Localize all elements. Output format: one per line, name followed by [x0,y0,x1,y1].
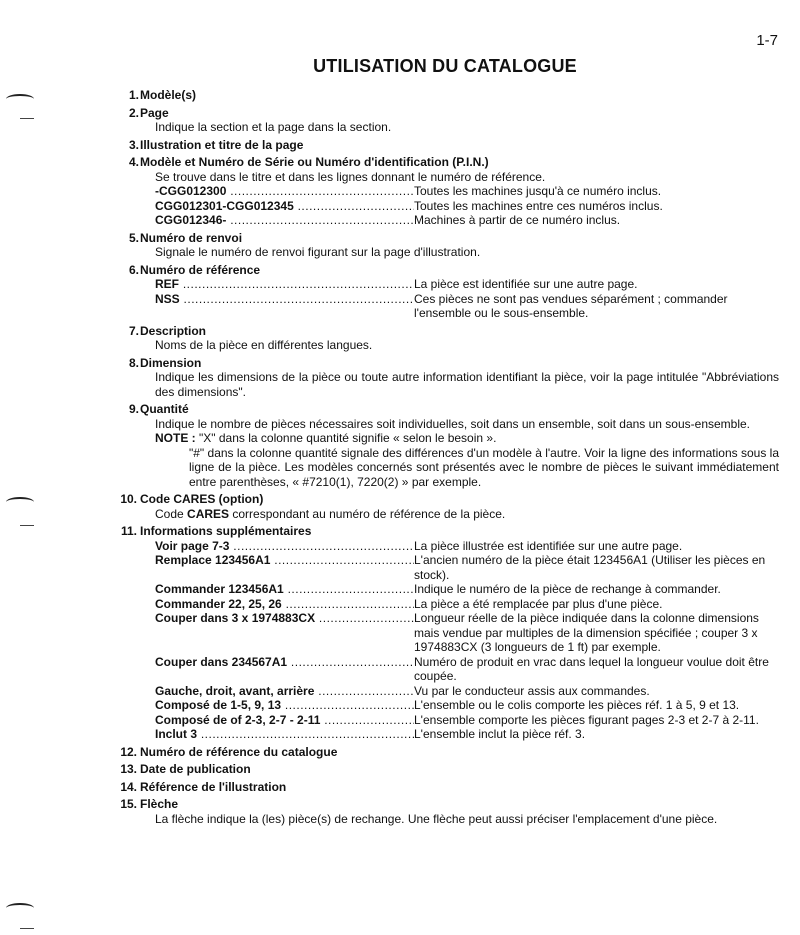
definition-term: Commander 22, 25, 26 ..... [155,597,414,612]
note-label: NOTE : [155,431,196,445]
item-heading: Numéro de renvoi [140,230,243,245]
definition-row [140,277,779,292]
definition-value: La pièce a été remplacée par plus d'une pièce. [414,596,663,611]
item-description: La flèche indique la (les) pièce(s) de rechange. Une flèche peut aussi préciser l'emplacement d'une pièce. [155,811,718,826]
list-item: 5. Numéro de renvoi Signale le numéro de renvoi figurant sur la page d'illustration. [117,231,779,260]
item-heading: Numéro de référence [140,262,261,277]
definition-term: Voir page 7-3 ..... [155,539,414,554]
list-item: 1. Modèle(s) [117,88,779,103]
definition-value: La pièce est identifiée sur une autre page. [414,277,638,291]
binder-ring-mark [6,903,34,913]
definition-value: Ces pièces ne sont pas vendues séparément ; commander l'ensemble ou le sous-ensemble. [414,291,728,320]
list-item: 8. Dimension Indique les dimensions de la pièce ou toute autre information identifiant la pièce, voir la page intitulée "Abbréviations des dimensions". [128,355,779,399]
list-item: 7. Description Noms de la pièce en différentes langues. [117,324,779,353]
binder-tick-mark [20,928,34,929]
item-heading: Code CARES (option) [140,492,264,506]
item-heading: Page [140,105,169,120]
definition-value: La pièce illustrée est identifiée sur une autre page. [414,538,683,553]
definition-value: Toutes les machines jusqu'à ce numéro inclus. [414,184,662,198]
definition-value: Machines à partir de ce numéro inclus. [414,213,621,227]
item-heading: Flèche [140,797,179,811]
binder-tick-mark [20,118,34,119]
definition-term: Gauche, droit, avant, arrière ..... [155,684,414,699]
item-description: Indique la section et la page dans la section. [155,120,392,134]
definition-row [140,698,779,713]
note-text: "X" dans la colonne quantité signifie « selon le besoin ». [199,431,497,445]
page-number: 1-7 [756,32,778,49]
definition-row [140,655,779,684]
list-item: 6. Numéro de référence REF ..... La pièce est identifiée sur une autre page. NSS ..... Ces pièces ne sont pas vendues séparément ; commander l'ensemble ou le sous-ensemble. [117,263,779,321]
item-heading: Description [140,323,207,338]
definition-row [140,539,779,554]
list-item: 12. Numéro de référence du catalogue [117,745,779,760]
list-item: 4. Modèle et Numéro de Série ou Numéro d'identification (P.I.N.) Se trouve dans le titre et dans les lignes donnant le numéro de référence. -CGG012300 ..... Toutes les machines jusqu'à ce numéro inclus. CGG012301-CGG012345 ..... Toutes les machines entre ces numéros inclus. CGG012346- ..... Machines à partir de ce numéro inclus. [117,155,779,228]
definition-value: L'ensemble inclut la pièce réf. 3. [414,727,586,741]
item-description: Indique le nombre de pièces nécessaires soit individuelles, soit dans un ensemble, soit dans un sous-ensemble. [155,416,751,431]
list-item: 2. Page Indique la section et la page dans la section. [117,106,779,135]
list-item: 15. Flèche La flèche indique la (les) pièce(s) de rechange. Une flèche peut aussi préciser l'emplacement d'une pièce. [117,797,779,826]
definition-row [140,597,779,612]
binder-tick-mark [20,525,34,526]
definition-row [140,292,779,321]
list-item: 10. Code CARES (option) Code CARES correspondant au numéro de référence de la pièce. [117,492,779,521]
definition-value: L'ancien numéro de la pièce était 123456A1 (Utiliser les pièces en stock). [414,553,766,582]
catalogue-legend-list [117,88,779,829]
definition-term: NSS ..... [155,292,414,321]
definition-term: Remplace 123456A1 ..... [155,553,414,582]
definition-row [140,213,779,228]
note [140,431,779,446]
definition-row [140,582,779,597]
list-item: 14. Référence de l'illustration [117,780,779,795]
definition-value: Toutes les machines entre ces numéros inclus. [414,198,663,213]
definition-value: Vu par le conducteur assis aux commandes. [414,683,650,698]
definition-value: L'ensemble ou le colis comporte les pièces réf. 1 à 5, 9 et 13. [414,698,740,712]
definition-row [140,611,779,655]
definition-row [140,199,779,214]
item-heading: Modèle(s) [140,88,197,102]
definition-row [140,553,779,582]
binder-ring-mark [6,94,34,104]
definition-term: Couper dans 3 x 1974883CX ..... [155,611,414,655]
definition-term: Couper dans 234567A1 ..... [155,655,414,684]
definition-row [140,184,779,199]
list-item: 3. Illustration et titre de la page [117,138,779,153]
note-continuation: "#" dans la colonne quantité signale des différences d'un modèle à l'autre. Voir la ligne des informations sous la ligne de la pièce. Les modèles concernés sont présentés avec le nombre de pièces le suivant immédiatement entre parenthèses, « #7210(1), 7220(2) » par exemple. [189,445,779,489]
item-heading: Modèle et Numéro de Série ou Numéro d'identification (P.I.N.) [140,155,489,169]
item-description: Signale le numéro de renvoi figurant sur la page d'illustration. [155,245,481,259]
page-title: UTILISATION DU CATALOGUE [313,56,577,76]
definition-term: -CGG012300 ..... [155,184,414,199]
list-item: 13. Date de publication [117,762,779,777]
item-description: Code CARES correspondant au numéro de référence de la pièce. [155,506,506,521]
item-description: Se trouve dans le titre et dans les lignes donnant le numéro de référence. [155,169,546,184]
item-heading: Numéro de référence du catalogue [140,744,338,759]
item-description: Indique les dimensions de la pièce ou toute autre information identifiant la pièce, voir la page intitulée "Abbréviations des dimensions". [155,370,779,399]
item-heading: Quantité [140,402,189,416]
definition-term: Commander 123456A1 ..... [155,582,414,597]
definition-row [140,684,779,699]
item-heading: Référence de l'illustration [140,779,287,794]
definition-term: Inclut 3 ..... [155,727,414,742]
definition-row [140,727,779,742]
definition-value: Indique le numéro de la pièce de rechange à commander. [414,582,721,596]
item-heading: Date de publication [140,762,251,776]
definition-term: CGG012346- ..... [155,213,414,228]
definition-term: Composé de of 2-3, 2-7 - 2-11 ..... [155,713,414,728]
binder-ring-mark [6,497,34,507]
definition-value: Numéro de produit en vrac dans lequel la longueur voulue doit être coupée. [414,654,769,683]
item-description: Noms de la pièce en différentes langues. [155,338,373,352]
definition-term: REF ..... [155,277,414,292]
definition-value: Longueur réelle de la pièce indiquée dans la colonne dimensions mais vendue par multiples de la dimension spécifiée ; couper 3 x 1974883CX (3 longueurs de 1 ft) par exemple. [414,611,759,654]
definition-row [140,713,779,728]
list-item: 11. Informations supplémentaires Voir page 7-3 ..... La pièce illustrée est identifiée sur une autre page. Remplace 123456A1 ..... L'ancien numéro de la pièce était 123456A1 (Utiliser les pièces en stock). Commander 123456A1 ..... Indique le numéro de la pièce de rechange à commander. Commander 22, 25, 26 ..... La pièce a été remplacée par plus d'une pièce. Couper dans 3 x 1974883CX ..... Longueur réelle de la pièce indiquée dans la colonne dimensions mais vendue par multiples de la dimension spécifiée ; couper 3 x 1974883CX (3 longueurs de 1 ft) par exemple. Couper dans 234567A1 ..... Numéro de produit en vrac dans lequel la longueur voulue doit être coupée. Gauche, droit, avant, arrière ..... Vu par le conducteur assis aux commandes. Composé de 1-5, 9, 13 ..... L'ensemble ou le colis comporte les pièces réf. 1 à 5, 9 et 13. Composé de of 2-3, 2-7 - 2-11 ..... L'ensemble comporte les pièces figurant pages 2-3 et 2-7 à 2-11. Inclut 3 ..... L'ensemble inclut la pièce réf. 3. [117,524,779,742]
definition-value: L'ensemble comporte les pièces figurant pages 2-3 et 2-7 à 2-11. [414,712,759,727]
list-item: 9. Quantité Indique le nombre de pièces nécessaires soit individuelles, soit dans un ensemble, soit dans un sous-ensemble. NOTE : "X" dans la colonne quantité signifie « selon le besoin ». "#" dans la colonne quantité signale des différences d'un modèle à l'autre. Voir la ligne des informations sous la ligne de la pièce. Les modèles concernés sont présentés avec le nombre de pièces le suivant immédiatement entre parenthèses, « #7210(1), 7220(2) » par exemple. [128,402,779,489]
definition-term: Composé de 1-5, 9, 13 ..... [155,698,414,713]
item-heading: Dimension [140,355,202,370]
item-heading: Informations supplémentaires [140,524,312,538]
definition-term: CGG012301-CGG012345 ..... [155,199,414,214]
item-heading: Illustration et titre de la page [140,137,304,152]
